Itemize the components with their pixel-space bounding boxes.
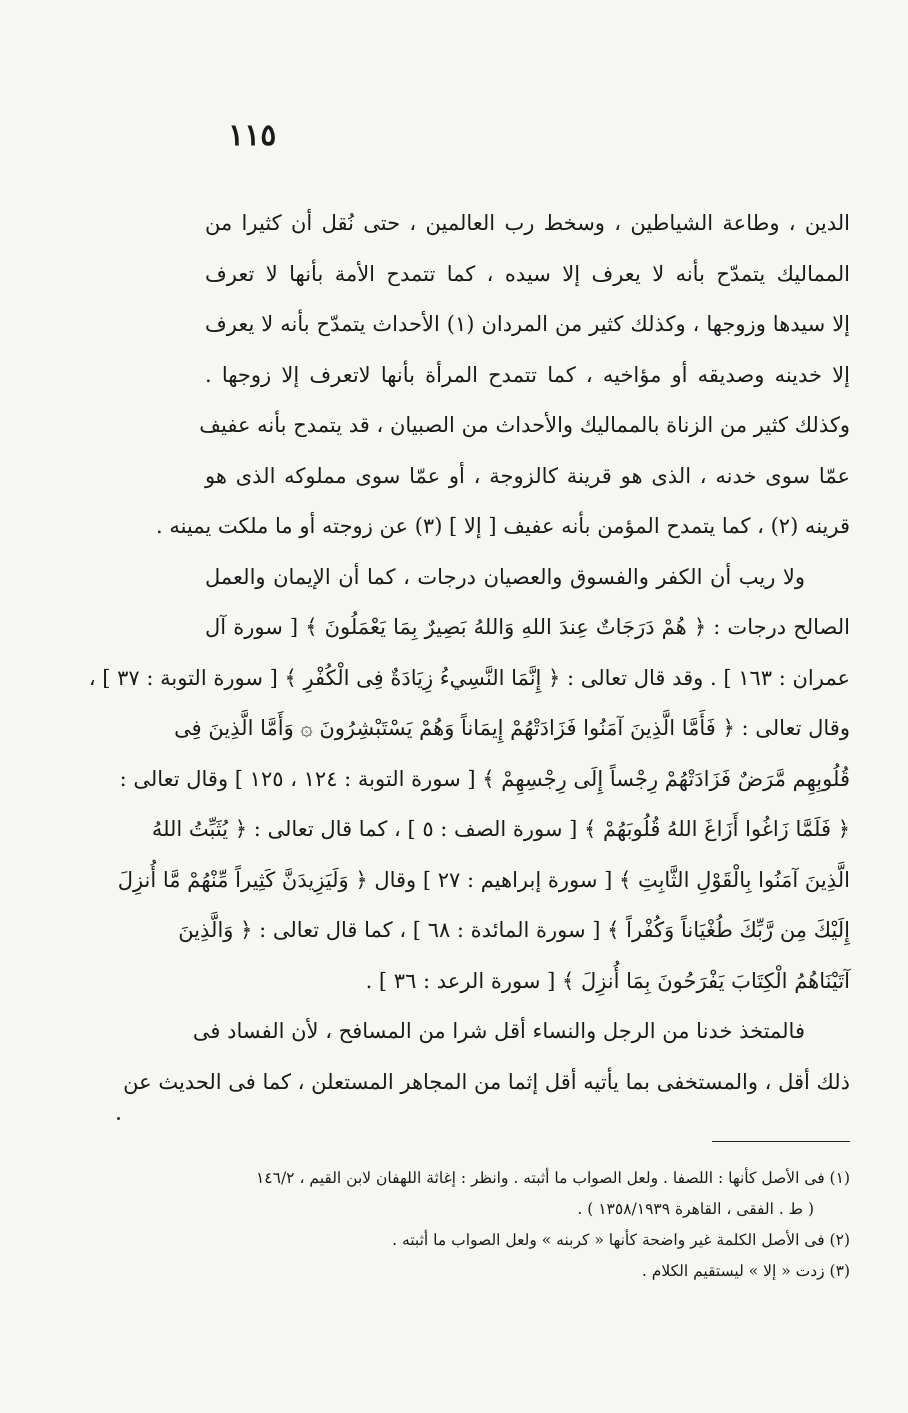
text-line: عمران : ١٦٣ ] . وقد قال تعالى : ﴿ إِنَّمَا النَّسِيءُ زِيَادَةٌ فِى الْكُفْرِ ﴾ [ سورة التوبة : ٣٧ ] ، bbox=[88, 665, 850, 690]
text-line: المماليك يتمدّح بأنه لا يعرف إلا سيده ، كما تتمدح الأمة بأنها لا تعرف bbox=[205, 261, 850, 286]
text-line: الصالح درجات : ﴿ هُمْ دَرَجَاتٌ عِندَ اللهِ وَاللهُ بَصِيرٌ بِمَا يَعْمَلُونَ ﴾ [ سورة آل bbox=[205, 615, 850, 639]
text-line: ﴿ فَلَمَّا زَاغُوا أَزَاغَ اللهُ قُلُوبَهُمْ ﴾ [ سورة الصف : ٥ ] ، كما قال تعالى : ﴿ يُثَبِّتُ اللهُ bbox=[151, 817, 850, 841]
text-line: عمّا سوى خدنه ، الذى هو قرينة كالزوجة ، أو عمّا سوى مملوكه الذى هو bbox=[205, 463, 850, 488]
text-line: إِلَيْكَ مِن رَّبِّكَ طُغْيَاناً وَكُفْراً ﴾ [ سورة المائدة : ٦٨ ] ، كما قال تعالى : ﴿ وَالَّذِينَ bbox=[178, 918, 850, 942]
footnote-divider bbox=[712, 1141, 850, 1142]
main-text bbox=[88, 198, 851, 1107]
text-line: قُلُوبِهِم مَّرَضٌ فَزَادَتْهُمْ رِجْساً إِلَى رِجْسِهِمْ ﴾ [ سورة التوبة : ١٢٤ ، ١٢٥ ] وقال تعالى : bbox=[119, 766, 850, 791]
text-line: قرينه (٢) ، كما يتمدح المؤمن بأنه عفيف [ إلا ] (٣) عن زوجته أو ما ملكت يمينه . bbox=[155, 514, 850, 538]
footnote: (٢) فى الأصل الكلمة غير واضحة كأنها « كربنه » ولعل الصواب ما أثبته . bbox=[392, 1231, 850, 1249]
footnote: (١) فى الأصل كأنها : اللصفا . ولعل الصواب ما أثبته . وانظر : إغاثة اللهفان لابن القيم ، ١٤٦/٢ bbox=[255, 1169, 850, 1187]
text-line: الَّذِينَ آمَنُوا بِالْقَوْلِ الثَّابِتِ ﴾ [ سورة إبراهيم : ٢٧ ] وقال ﴿ وَلَيَزِيدَنَّ كَثِيراً مِّنْهُمْ مَّا أُنزِلَ bbox=[117, 867, 850, 892]
text-line: وكذلك كثير من الزناة بالمماليك والأحداث من الصبيان ، قد يتمدح بأنه عفيف bbox=[199, 413, 850, 437]
text-line: الدين ، وطاعة الشياطين ، وسخط رب العالمين ، حتى نُقل أن كثيرا من bbox=[205, 211, 850, 235]
footnote: (٣) زدت « إلا » ليستقيم الكلام . bbox=[641, 1262, 850, 1280]
text-line: إلا خدينه وصديقه أو مؤاخيه ، كما تتمدح المرأة بأنها لاتعرف إلا زوجها . bbox=[205, 362, 850, 387]
text-line: فالمتخذ خدنا من الرجل والنساء أقل شرا من المسافح ، لأن الفساد فى bbox=[192, 1019, 805, 1043]
scan-speck bbox=[117, 1117, 120, 1120]
text-line: آتَيْنَاهُمُ الْكِتَابَ يَفْرَحُونَ بِمَا أُنزِلَ ﴾ [ سورة الرعد : ٣٦ ] . bbox=[365, 968, 850, 993]
footnotes bbox=[205, 1163, 850, 1287]
text-line: وقال تعالى : ﴿ فَأَمَّا الَّذِينَ آمَنُوا فَزَادَتْهُمْ إِيمَاناً وَهُمْ يَسْتَبْشِرُونَ ۞ وَأَمَّا الَّذِينَ فِى bbox=[174, 716, 850, 740]
page-number: ١١٥ bbox=[228, 118, 277, 153]
text-line: إلا سيدها وزوجها ، وكذلك كثير من المردان (١) الأحداث يتمدّح بأنه لا يعرف bbox=[205, 312, 851, 336]
footnote-continuation: ( ط . الفقى ، القاهرة ١٣٥٨/١٩٣٩ ) . bbox=[577, 1200, 814, 1218]
text-line: ذلك أقل ، والمستخفى بما يأتيه أقل إثما من المجاهر المستعلن ، كما فى الحديث عن bbox=[123, 1069, 850, 1094]
text-line: ولا ريب أن الكفر والفسوق والعصيان درجات ، كما أن الإيمان والعمل bbox=[205, 564, 805, 589]
